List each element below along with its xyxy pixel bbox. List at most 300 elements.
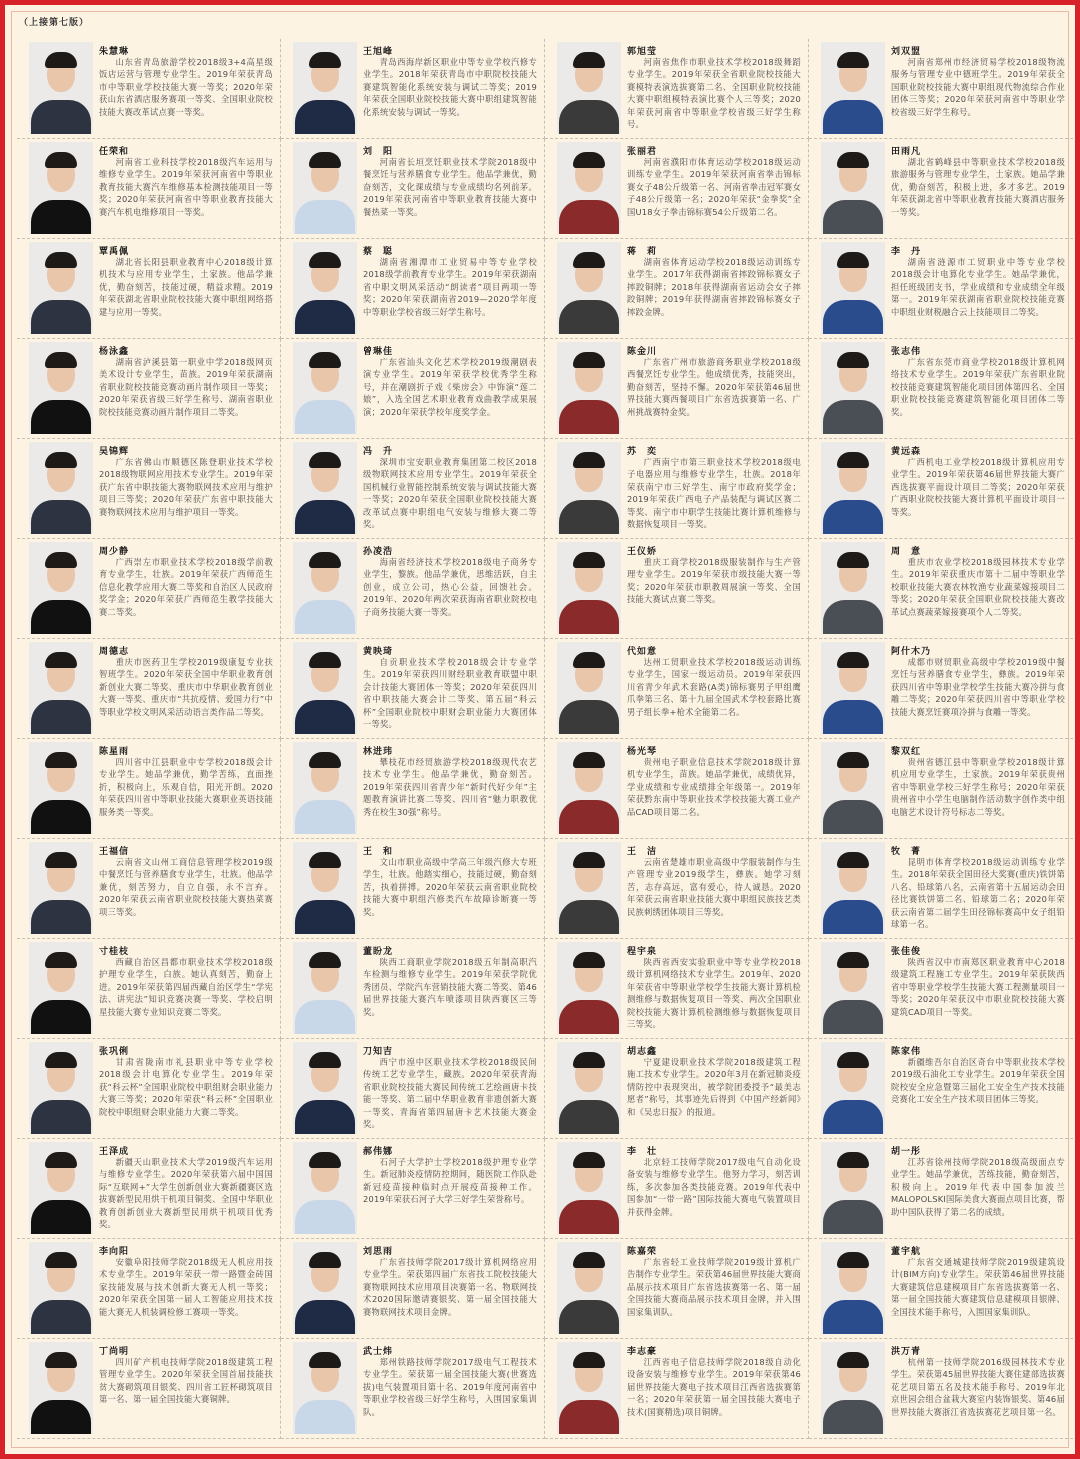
student-profile bbox=[281, 839, 545, 939]
student-name: 苏 奕 bbox=[627, 447, 658, 457]
photo-body bbox=[31, 600, 91, 634]
student-bio: 重庆市农业学校2018级园林技术专业学生。2019年荣获重庆市第十二届中等职业学校职业技能大赛农林牧渔专业蔬菜嫁接项目二等奖；2020年荣获全国职业院校技能大赛改革试点赛蔬菜嫁接赛项个人二等奖。 bbox=[891, 557, 1065, 617]
photo-hair bbox=[45, 452, 77, 468]
student-name: 寸桂枝 bbox=[99, 947, 130, 957]
photo-body bbox=[295, 500, 355, 534]
student-name: 胡一彤 bbox=[891, 1147, 922, 1157]
student-name: 周德志 bbox=[99, 647, 130, 657]
student-name: 陈金川 bbox=[627, 347, 658, 357]
student-name: 曾琳佳 bbox=[363, 347, 394, 357]
student-profile bbox=[545, 539, 809, 639]
student-bio: 湖南省体育运动学校2018级运动训练专业学生。2017年获得湖南省摔跤锦标赛女子摔跤铜牌；2018年获得湖南省运动会女子摔跤铜牌；2019年获得湖南省摔跤锦标赛女子摔跤金牌。 bbox=[627, 257, 801, 317]
photo-hair bbox=[309, 52, 341, 68]
photo-hair bbox=[837, 852, 869, 868]
photo-hair bbox=[837, 552, 869, 568]
student-photo bbox=[821, 1242, 885, 1334]
photo-body bbox=[823, 500, 883, 534]
student-profile bbox=[545, 1339, 809, 1439]
student-profile bbox=[809, 1239, 1073, 1339]
photo-hair bbox=[45, 252, 77, 268]
student-profile bbox=[17, 339, 281, 439]
student-bio: 广东省轻工业技师学院2019级计算机广告制作专业学生。荣获第46届世界技能大赛商品展示技术项目广东省选拔赛第一名、第一届全国技能大赛商品展示技术项目金牌，并入围国家集训队。 bbox=[627, 1257, 801, 1317]
student-photo bbox=[821, 242, 885, 334]
photo-hair bbox=[309, 1352, 341, 1368]
photo-hair bbox=[837, 52, 869, 68]
student-name: 阿什木乃 bbox=[891, 647, 932, 657]
photo-body bbox=[295, 1300, 355, 1334]
student-profile bbox=[281, 1339, 545, 1439]
photo-hair bbox=[573, 1252, 605, 1268]
student-bio: 昆明市体育学校2018级运动训练专业学生。2018年荣获全国田径大奖赛(重庆)铁饼第八名、铅球第八名，云南省第十五届运动会田径比赛铁饼第二名、铅球第二名；2020年荣获云南省第二届学生田径锦标赛高中女子组铅球第一名。 bbox=[891, 857, 1065, 930]
student-profile bbox=[281, 39, 545, 139]
student-bio: 攀枝花市经贸旅游学校2018级现代农艺技术专业学生。他品学兼优，勤奋刻苦。2019年荣获四川省青少年“新时代好少年”主题教育演讲比赛二等奖、四川省“魅力职教优秀在校生30强”称号。 bbox=[363, 757, 537, 817]
student-profile bbox=[281, 1139, 545, 1239]
student-profile bbox=[17, 39, 281, 139]
student-name: 林进玮 bbox=[363, 747, 394, 757]
photo-body bbox=[295, 900, 355, 934]
photo-body bbox=[31, 700, 91, 734]
student-name: 李志豪 bbox=[627, 1347, 658, 1357]
photo-body bbox=[559, 200, 619, 234]
photo-body bbox=[295, 300, 355, 334]
photo-body bbox=[295, 1400, 355, 1434]
photo-hair bbox=[837, 952, 869, 968]
student-bio: 石河子大学护士学校2018级护理专业学生。新冠肺炎疫情防控期间，随医院工作队赴新冠疫苗接种临时点开展疫苗接种工作。2019年荣获石河子大学三好学生荣誉称号。 bbox=[363, 1157, 537, 1205]
student-profile bbox=[545, 39, 809, 139]
student-name: 周少静 bbox=[99, 547, 130, 557]
student-profile bbox=[809, 939, 1073, 1039]
student-bio: 云南省楚雄市职业高级中学服装制作与生产管理专业2019级学生，彝族。她学习刻苦，志存高远，富有爱心，待人诚恳。2020年荣获云南省职业技能大赛中职组民族技艺类民族刺绣团体项目三等奖。 bbox=[627, 857, 801, 917]
photo-hair bbox=[45, 1152, 77, 1168]
photo-body bbox=[295, 1200, 355, 1234]
student-bio: 杭州第一技师学院2016级园林技术专业学生。荣获第45届世界技能大赛住建部选拔赛花艺项目第五名及技术能手称号、2019年北京世园会组合盆栽大赛室内装饰银奖、第46届世界技能大赛浙江省选拔赛花艺项目第一名。 bbox=[891, 1357, 1065, 1417]
photo-body bbox=[823, 300, 883, 334]
photo-body bbox=[31, 1000, 91, 1034]
photo-hair bbox=[573, 52, 605, 68]
student-photo bbox=[293, 942, 357, 1034]
student-profile bbox=[809, 39, 1073, 139]
student-name: 张丽君 bbox=[627, 147, 658, 157]
student-photo bbox=[293, 742, 357, 834]
student-photo bbox=[29, 542, 93, 634]
student-bio: 河南省焦作市职业技术学校2018级舞蹈专业学生。2019年荣获全省职业院校技能大赛模特表演选拔赛第二名、全国职业院校技能大赛中职组模特表演比赛个人三等奖；2020年荣获河南省中等职业学校省级三好学生称号。 bbox=[627, 57, 801, 130]
student-name: 刘思雨 bbox=[363, 1247, 394, 1257]
student-bio: 江西省电子信息技师学院2018级自动化设备安装与维修专业学生。2019年荣获第46届世界技能大赛电子技术项目江西省选拔赛第一名；2020年荣获第一届全国技能大赛电子技术(国赛精选)项目铜牌。 bbox=[627, 1357, 801, 1417]
student-bio: 湖北省长阳县职业教育中心2018级计算机技术与应用专业学生，土家族。他品学兼优，勤奋刻苦，技能过硬，精益求精。2019年荣获湖北省职业院校技能大赛中职组网络搭建与应用一等奖。 bbox=[99, 257, 273, 317]
student-name: 刘双盟 bbox=[891, 47, 922, 57]
student-bio: 北京轻工技师学院2017级电气自动化设备安装与维修专业学生。他努力学习，刻苦训练，多次参加各类技能竞赛。2019年代表中国参加“一带一路”国际技能大赛电气装置项目并获得金牌。 bbox=[627, 1157, 801, 1217]
photo-body bbox=[823, 1000, 883, 1034]
student-profile bbox=[809, 439, 1073, 539]
student-bio: 重庆市医药卫生学校2019级康复专业扶智班学生。2020年荣获全国中华职业教育创新创业大赛二等奖、重庆市中华职业教育创业大赛一等奖、重庆市“共抗疫情、爱国力行”中等职业学校文明风采活动语言类作品二等奖。 bbox=[99, 657, 273, 717]
student-profile bbox=[17, 439, 281, 539]
student-profile bbox=[17, 239, 281, 339]
student-photo bbox=[557, 542, 621, 634]
student-bio: 河南省濮阳市体育运动学校2018级运动训练专业学生。2019年荣获河南省拳击锦标赛女子48公斤级第一名、河南省拳击冠军赛女子48公斤级第一名；2020年荣获“金拳奖”全国U18女子拳击锦标赛54公斤级第二名。 bbox=[627, 157, 801, 217]
student-profile bbox=[17, 1039, 281, 1139]
photo-body bbox=[823, 1200, 883, 1234]
student-profile bbox=[809, 1139, 1073, 1239]
photo-hair bbox=[45, 952, 77, 968]
student-photo bbox=[293, 1142, 357, 1234]
student-photo bbox=[29, 42, 93, 134]
photo-hair bbox=[309, 752, 341, 768]
photo-hair bbox=[45, 152, 77, 168]
student-profile bbox=[809, 639, 1073, 739]
photo-body bbox=[823, 400, 883, 434]
photo-body bbox=[823, 800, 883, 834]
student-photo bbox=[557, 1242, 621, 1334]
photo-hair bbox=[837, 1052, 869, 1068]
photo-hair bbox=[573, 352, 605, 368]
student-profile bbox=[281, 239, 545, 339]
student-name: 陈嘉荣 bbox=[627, 1247, 658, 1257]
student-profile bbox=[17, 839, 281, 939]
student-bio: 四川省中江县职业中专学校2018级会计专业学生。她品学兼优，勤学苦练，直面挫折，积极向上，乐观自信，阳光开朗。2020年荣获四川省中等职业技能大赛职业英语技能服务类一等奖。 bbox=[99, 757, 273, 817]
student-name: 李 丹 bbox=[891, 247, 922, 257]
photo-hair bbox=[309, 452, 341, 468]
photo-hair bbox=[573, 852, 605, 868]
student-bio: 广东省技师学院2017级计算机网络应用专业学生。荣获第四届广东省技工院校技能大赛物联网技术应用项目决赛第一名、物联网技术2020国际邀请赛银奖、第一届全国技能大赛物联网技术项目金牌。 bbox=[363, 1257, 537, 1317]
student-bio: 广东省东莞市商业学校2018级计算机网络技术专业学生。2019年荣获广东省职业院校技能竞赛建筑智能化项目团体第四名、全国职业院校技能竞赛建筑智能化项目团体二等奖。 bbox=[891, 357, 1065, 417]
photo-body bbox=[559, 300, 619, 334]
photo-body bbox=[559, 800, 619, 834]
student-name: 覃禹佩 bbox=[99, 247, 130, 257]
edition-note: （上接第七版） bbox=[19, 18, 90, 28]
student-photo bbox=[293, 1042, 357, 1134]
photo-body bbox=[295, 1000, 355, 1034]
student-name: 代如意 bbox=[627, 647, 658, 657]
student-bio: 成都市财贸职业高级中学校2019级中餐烹饪与营养膳食专业学生，彝族。2019年荣获四川省中等职业学校学生技能大赛冷拼与食雕二等奖；2020年荣获四川省中等职业学校技能大赛烹饪赛项冷拼与食雕一等奖。 bbox=[891, 657, 1065, 717]
student-bio: 陕西省汉中市南郑区职业教育中心2018级建筑工程施工专业学生。2019年荣获陕西省中等职业学校学生技能大赛工程测量项目一等奖；2020年荣获汉中市职业院校技能大赛建筑CAD项目一等奖。 bbox=[891, 957, 1065, 1017]
student-name: 武士炜 bbox=[363, 1347, 394, 1357]
student-profile bbox=[545, 1039, 809, 1139]
photo-hair bbox=[573, 652, 605, 668]
student-profile bbox=[17, 1239, 281, 1339]
photo-body bbox=[295, 100, 355, 134]
student-bio: 河南省郑州市经济贸易学校2018级物流服务与管理专业中德班学生。2019年荣获全国职业院校技能大赛中职组现代物流综合作业团体三等奖；2020年荣获河南省中等职业学校省级三好学生称号。 bbox=[891, 57, 1065, 117]
student-bio: 达州工贸职业技术学校2018级运动训练专业学生，国家一级运动员。2019年荣获四川省青少年武术套路(A类)锦标赛男子甲组鹰爪拳第三名、第十九届全国武术学校套路比赛男子组长拳+枪术全能第二名。 bbox=[627, 657, 801, 717]
photo-hair bbox=[45, 1252, 77, 1268]
student-photo bbox=[557, 942, 621, 1034]
student-profile bbox=[545, 239, 809, 339]
student-photo bbox=[293, 42, 357, 134]
student-bio: 重庆工商学校2018级服装制作与生产管理专业学生。2019年荣获市级技能大赛一等奖；2020年荣获市职教周展演一等奖、全国技能大赛试点赛二等奖。 bbox=[627, 557, 801, 605]
photo-hair bbox=[309, 1052, 341, 1068]
student-name: 胡志鑫 bbox=[627, 1047, 658, 1057]
student-bio: 郑州铁路技师学院2017级电气工程技术专业学生。荣获第一届全国技能大赛(世赛选拔)电气装置项目第十名、2019年度河南省中等职业学校省级三好学生称号，入围国家集训队。 bbox=[363, 1357, 537, 1417]
student-bio: 新疆天山职业技术大学2019级汽车运用与维修专业学生。2020年荣获第六届中国国际“互联网+”大学生创新创业大赛新疆赛区选拔赛新型民用烘干机项目铜奖、全国中华职业教育创新创业大赛新型民用烘干机项目优秀奖。 bbox=[99, 1157, 273, 1230]
photo-hair bbox=[573, 952, 605, 968]
photo-body bbox=[559, 1000, 619, 1034]
student-photo bbox=[821, 842, 885, 934]
student-photo bbox=[29, 1142, 93, 1234]
photo-hair bbox=[573, 452, 605, 468]
student-profile bbox=[545, 739, 809, 839]
student-name: 黄映琦 bbox=[363, 647, 394, 657]
student-bio: 西宁市湟中区职业技术学校2018级民间传统工艺专业学生，藏族。2020年荣获青海省职业院校技能大赛民间传统工艺绘画唐卡技能一等奖、第二届中华职业教育非遗创新大赛一等奖、青海省第四届唐卡艺术技能大赛金奖。 bbox=[363, 1057, 537, 1130]
student-bio: 贵州省德江县中等职业学校2018级计算机应用专业学生，土家族。2019年荣获贵州省中等职业学校三好学生称号；2020年荣获贵州省中小学生电脑制作活动数字创作类中组电脑艺术设计符号标志二等奖。 bbox=[891, 757, 1065, 817]
student-photo bbox=[557, 1142, 621, 1234]
photo-body bbox=[31, 800, 91, 834]
student-profile bbox=[809, 1039, 1073, 1139]
student-photo bbox=[29, 942, 93, 1034]
photo-hair bbox=[309, 1252, 341, 1268]
student-name: 黄远森 bbox=[891, 447, 922, 457]
student-profile bbox=[809, 139, 1073, 239]
student-bio: 广西机电工业学校2018级计算机应用专业学生。2019年荣获第46届世界技能大赛广西选拔赛平面设计项目二等奖；2020年荣获广西职业院校技能大赛计算机平面设计项目一等奖。 bbox=[891, 457, 1065, 517]
photo-body bbox=[559, 900, 619, 934]
student-photo bbox=[557, 142, 621, 234]
photo-hair bbox=[45, 752, 77, 768]
student-photo bbox=[557, 642, 621, 734]
student-photo bbox=[29, 1342, 93, 1434]
student-name: 刀知吉 bbox=[363, 1047, 394, 1057]
student-name: 陈家伟 bbox=[891, 1047, 922, 1057]
photo-hair bbox=[573, 552, 605, 568]
student-name: 程宇泉 bbox=[627, 947, 658, 957]
student-photo bbox=[29, 242, 93, 334]
photo-hair bbox=[837, 352, 869, 368]
student-bio: 广东省广州市旅游商务职业学校2018级西餐烹饪专业学生。他成绩优秀，技能突出，勤奋刻苦，坚持不懈。2020年荣获第46届世界技能大赛西餐项目广东省选拔赛第一名、广州挑战赛特金奖。 bbox=[627, 357, 801, 417]
photo-body bbox=[823, 1100, 883, 1134]
student-photo bbox=[293, 342, 357, 434]
student-photo bbox=[821, 42, 885, 134]
student-photo bbox=[821, 442, 885, 534]
photo-body bbox=[559, 700, 619, 734]
student-bio: 西藏自治区昌都市职业技术学校2018级护理专业学生，白族。她认真刻苦，勤奋上进。2019年荣获第四届西藏自治区学生“学宪法、讲宪法”知识竞赛决赛一等奖、学校启明星技能大赛专业知识竞赛二等奖。 bbox=[99, 957, 273, 1017]
photo-body bbox=[295, 1100, 355, 1134]
student-photo bbox=[293, 642, 357, 734]
student-photo bbox=[821, 1342, 885, 1434]
photo-hair bbox=[309, 552, 341, 568]
student-name: 王泽成 bbox=[99, 1147, 130, 1157]
student-photo bbox=[557, 42, 621, 134]
photo-body bbox=[559, 1300, 619, 1334]
student-name: 杨泳鑫 bbox=[99, 347, 130, 357]
student-name: 吴锦辉 bbox=[99, 447, 130, 457]
student-name: 洪万青 bbox=[891, 1347, 922, 1357]
student-name: 郭旭莹 bbox=[627, 47, 658, 57]
student-profile bbox=[17, 539, 281, 639]
student-name: 蒋 莉 bbox=[627, 247, 658, 257]
photo-hair bbox=[309, 852, 341, 868]
photo-body bbox=[823, 900, 883, 934]
student-profile bbox=[281, 939, 545, 1039]
student-bio: 甘肃省陇南市礼县职业中等专业学校2018级会计电算化专业学生。2019年荣获“科云杯”全国职业院校中职组财会职业能力大赛三等奖；2020年荣获“科云杯”全国职业院校中职组财会职业能力大赛二等奖。 bbox=[99, 1057, 273, 1117]
student-bio: 文山市职业高级中学高三年级汽修大专班学生，壮族。他踏实细心，技能过硬，勤奋刻苦，执着拼搏。2020年荣获云南省职业院校技能大赛中职组汽修类汽车故障诊断赛一等奖。 bbox=[363, 857, 537, 917]
student-profile bbox=[545, 1239, 809, 1339]
photo-hair bbox=[573, 1352, 605, 1368]
student-photo bbox=[821, 642, 885, 734]
photo-hair bbox=[45, 1352, 77, 1368]
photo-hair bbox=[573, 152, 605, 168]
photo-hair bbox=[837, 1252, 869, 1268]
photo-hair bbox=[45, 52, 77, 68]
photo-body bbox=[31, 900, 91, 934]
student-photo bbox=[821, 142, 885, 234]
student-photo bbox=[557, 1342, 621, 1434]
photo-body bbox=[31, 1300, 91, 1334]
student-bio: 广东省交通城建技师学院2019级建筑设计(BIM方向)专业学生。荣获第46届世界技能大赛建筑信息建模项目广东省选拔赛第一名、第一届全国技能大赛建筑信息建模项目银牌、全国技术能手称号，入围国家集训队。 bbox=[891, 1257, 1065, 1317]
student-bio: 湖南省泸溪县第一职业中学2018级网页美术设计专业学生，苗族。2019年荣获湖南省职业院校技能竞赛动画片制作项目一等奖；2020年荣获省级三好学生称号、湖南省职业院校技能竞赛动画片制作项目二等奖。 bbox=[99, 357, 273, 417]
photo-hair bbox=[309, 352, 341, 368]
photo-body bbox=[295, 400, 355, 434]
student-name: 黎双红 bbox=[891, 747, 922, 757]
photo-body bbox=[295, 600, 355, 634]
student-name: 董宇航 bbox=[891, 1247, 922, 1257]
student-bio: 山东省青岛旅游学校2018级3+4高星级饭店运营与管理专业学生。2019年荣获青岛市中等职业学校技能大赛一等奖；2020年荣获山东省酒店服务赛项一等奖、全国职业院校技能大赛改革试点赛一等奖。 bbox=[99, 57, 273, 117]
student-profile bbox=[809, 1339, 1073, 1439]
student-profile bbox=[281, 639, 545, 739]
student-bio: 江苏省徐州技师学院2018级高级面点专业学生。她品学兼优，苦练技能，勤奋刻苦，积极向上。2019年代表中国参加波兰MALOPOLSKI国际美食大赛面点项目比赛，帮助中国队获得了第二名的成绩。 bbox=[891, 1157, 1065, 1217]
photo-hair bbox=[837, 452, 869, 468]
photo-hair bbox=[573, 752, 605, 768]
student-bio: 广东省佛山市顺德区陈登职业技术学校2018级物联网应用技术专业学生。2019年荣获广东省中职技能大赛物联网技术应用与维护项目三等奖；2020年荣获广东省中职技能大赛物联网技术应用与维护项目一等奖。 bbox=[99, 457, 273, 517]
student-bio: 河南省长垣烹饪职业技术学院2018级中餐烹饪与营养膳食专业学生。他品学兼优，勤奋刻苦，文化课成绩与专业成绩均名列前茅。2019年荣获河南省中等职业教育技能大赛中餐热菜一等奖。 bbox=[363, 157, 537, 217]
photo-body bbox=[31, 100, 91, 134]
photo-hair bbox=[309, 252, 341, 268]
student-photo bbox=[29, 342, 93, 434]
student-profile bbox=[809, 339, 1073, 439]
photo-body bbox=[31, 400, 91, 434]
student-name: 李 壮 bbox=[627, 1147, 658, 1157]
student-bio: 陕西省西安实验职业中等专业学校2018级计算机网络技术专业学生。2019年、2020年荣获省中等职业学校学生技能大赛计算机检测维修与数据恢复项目一等奖、两次全国职业院校技能大赛计算机检测维修与数据恢复项目三等奖。 bbox=[627, 957, 801, 1030]
student-name: 王 和 bbox=[363, 847, 394, 857]
photo-body bbox=[31, 500, 91, 534]
student-bio: 新疆维吾尔自治区奇台中等职业技术学校2019级石油化工专业学生。2019年荣获全国院校安全应急暨第三届化工安全生产技术技能竞赛化工安全生产技术项目团体三等奖。 bbox=[891, 1057, 1065, 1105]
photo-body bbox=[559, 500, 619, 534]
student-profile bbox=[545, 1139, 809, 1239]
student-profile bbox=[281, 139, 545, 239]
student-name: 蔡 聪 bbox=[363, 247, 394, 257]
student-profile bbox=[809, 739, 1073, 839]
student-profile bbox=[545, 639, 809, 739]
photo-hair bbox=[837, 1352, 869, 1368]
photo-body bbox=[823, 700, 883, 734]
student-photo bbox=[821, 342, 885, 434]
photo-body bbox=[823, 1300, 883, 1334]
student-name: 李向阳 bbox=[99, 1247, 130, 1257]
photo-hair bbox=[309, 1152, 341, 1168]
student-profile bbox=[281, 1039, 545, 1139]
student-profile bbox=[281, 739, 545, 839]
photo-body bbox=[823, 600, 883, 634]
student-photo bbox=[557, 242, 621, 334]
student-photo bbox=[557, 442, 621, 534]
student-profile bbox=[281, 539, 545, 639]
student-name: 牧 菁 bbox=[891, 847, 922, 857]
student-bio: 四川矿产机电技师学院2018级建筑工程管理专业学生。2020年荣获全国首届技能扶贫大赛砌筑项目银奖、四川省工匠杯砌筑项目第一名、第一届全国技能大赛铜牌。 bbox=[99, 1357, 273, 1405]
photo-body bbox=[31, 1100, 91, 1134]
student-bio: 广东省汕头文化艺术学校2019级潮剧表演专业学生。2019年荣获学校优秀学生称号，并在潮剧折子戏《柴房会》中饰演“莲二娘”，入选全国艺术职业教育戏曲教学成果展演；2020年荣获学校年度奖学金。 bbox=[363, 357, 537, 417]
photo-hair bbox=[309, 952, 341, 968]
student-bio: 青岛西海岸新区职业中等专业学校汽修专业学生。2018年荣获青岛市中职院校技能大赛建筑智能化系统安装与调试二等奖；2019年荣获全国职业院校技能大赛中职组建筑智能化系统安装与调试一等奖。 bbox=[363, 57, 537, 117]
student-photo bbox=[821, 942, 885, 1034]
student-bio: 河南省工业科技学校2018级汽车运用与维修专业学生。2019年荣获河南省中等职业教育技能大赛汽车维修基本检测技能项目一等奖；2020年荣获河南省中等职业教育技能大赛汽车机电维修项目一等奖。 bbox=[99, 157, 273, 217]
photo-body bbox=[559, 1400, 619, 1434]
student-photo bbox=[29, 1042, 93, 1134]
student-name: 王 洁 bbox=[627, 847, 658, 857]
student-profile bbox=[17, 1339, 281, 1439]
student-profile bbox=[545, 139, 809, 239]
student-profile bbox=[545, 339, 809, 439]
student-name: 郝伟娜 bbox=[363, 1147, 394, 1157]
student-bio: 安徽阜阳技师学院2018级无人机应用技术专业学生。2019年荣获一带一路暨金砖国家技能发展与技术创新大赛无人机一等奖；2020年荣获全国第一届人工智能应用技术技能大赛无人机装调检修工赛项一等奖。 bbox=[99, 1257, 273, 1317]
photo-hair bbox=[837, 252, 869, 268]
photo-body bbox=[31, 1200, 91, 1234]
photo-hair bbox=[573, 252, 605, 268]
photo-body bbox=[823, 200, 883, 234]
student-bio: 自贡职业技术学校2018级会计专业学生。2019年荣获四川财经职业教育联盟中职会计技能大赛团体一等奖；2020年荣获四川省中职技能大赛会计二等奖、第五届“科云杯”全国职业院校中职财会职业能力大赛团体一等奖。 bbox=[363, 657, 537, 730]
student-bio: 贵州电子职业信息技术学院2018级计算机专业学生，苗族。她品学兼优，成绩优异，学业成绩和专业成绩排全年级第一。2019年荣获黔东南中等职业技术学校技能大赛工业产品CAD项目第二名。 bbox=[627, 757, 801, 817]
student-profile bbox=[17, 939, 281, 1039]
student-photo bbox=[557, 342, 621, 434]
photo-hair bbox=[309, 152, 341, 168]
photo-body bbox=[559, 100, 619, 134]
photo-hair bbox=[45, 652, 77, 668]
student-photo bbox=[293, 542, 357, 634]
student-name: 孙凌浩 bbox=[363, 547, 394, 557]
photo-body bbox=[559, 1200, 619, 1234]
student-photo bbox=[557, 1042, 621, 1134]
photo-body bbox=[295, 200, 355, 234]
student-name: 丁尚明 bbox=[99, 1347, 130, 1357]
student-photo bbox=[29, 842, 93, 934]
photo-hair bbox=[309, 652, 341, 668]
student-profile bbox=[17, 1139, 281, 1239]
student-photo bbox=[557, 842, 621, 934]
photo-body bbox=[31, 200, 91, 234]
photo-body bbox=[295, 800, 355, 834]
student-name: 田雨凡 bbox=[891, 147, 922, 157]
student-bio: 宁夏建设职业技术学院2018级建筑工程施工技术专业学生。2020年3月在新冠肺炎疫情防控中表现突出，被学院团委授予“最美志愿者”称号，其事迹先后得到《中国产经新闻》和《吴忠日报》的报道。 bbox=[627, 1057, 801, 1117]
student-bio: 湖南省湘潭市工业贸易中等专业学校2018级学前教育专业学生。2019年荣获湖南省中职文明风采活动“朗读者”项目两项一等奖；2020年荣获湖南省2019—2020学年度中等职业学校省级三好学生称号。 bbox=[363, 257, 537, 317]
student-bio: 深圳市宝安职业教育集团第二校区2018级物联网技术应用专业学生。2019年荣获全国机械行业智能控制系统安装与调试技能大赛一等奖；2020年荣获全国职业院校技能大赛改革试点赛中职组电气安装与维修大赛二等奖。 bbox=[363, 457, 537, 530]
student-photo bbox=[293, 242, 357, 334]
student-name: 陈星雨 bbox=[99, 747, 130, 757]
photo-hair bbox=[45, 352, 77, 368]
student-name: 张志伟 bbox=[891, 347, 922, 357]
student-bio: 海南省经济技术学校2018级电子商务专业学生，黎族。他品学兼优，思维活跃，自主创业，成立公司，热心公益，回馈社会。2019年、2020年两次荣获海南省职业院校电子商务技能大赛一等奖。 bbox=[363, 557, 537, 617]
student-name: 冯 升 bbox=[363, 447, 394, 457]
student-profile bbox=[281, 1239, 545, 1339]
photo-hair bbox=[45, 852, 77, 868]
student-bio: 湖南省涟源市工贸职业中等专业学校2018级会计电算化专业学生。她品学兼优，担任班级团支书，学业成绩和专业成绩全年级第一。2019年荣获湖南省职业院校技能竞赛中职组业财税融合云上技能项目二等奖。 bbox=[891, 257, 1065, 317]
student-profile bbox=[809, 239, 1073, 339]
photo-body bbox=[823, 100, 883, 134]
student-photo bbox=[821, 1142, 885, 1234]
student-profile bbox=[545, 439, 809, 539]
student-name: 杨光琴 bbox=[627, 747, 658, 757]
student-photo bbox=[293, 842, 357, 934]
student-name: 周 意 bbox=[891, 547, 922, 557]
photo-hair bbox=[837, 752, 869, 768]
student-photo bbox=[293, 1242, 357, 1334]
student-name: 王旭峰 bbox=[363, 47, 394, 57]
student-name: 张佳俊 bbox=[891, 947, 922, 957]
photo-body bbox=[295, 700, 355, 734]
student-name: 张巩俐 bbox=[99, 1047, 130, 1057]
student-bio: 陕西工商职业学院2018级五年制高职汽车检测与维修专业学生。2019年荣获学院优秀团员、学院汽车营销技能大赛二等奖、第46届世界技能大赛汽车喷漆项目陕西赛区三等奖。 bbox=[363, 957, 537, 1017]
photo-hair bbox=[837, 1152, 869, 1168]
photo-hair bbox=[837, 152, 869, 168]
student-profile bbox=[17, 739, 281, 839]
student-photo bbox=[821, 1042, 885, 1134]
photo-hair bbox=[45, 552, 77, 568]
student-name: 董盼龙 bbox=[363, 947, 394, 957]
student-profile bbox=[809, 539, 1073, 639]
